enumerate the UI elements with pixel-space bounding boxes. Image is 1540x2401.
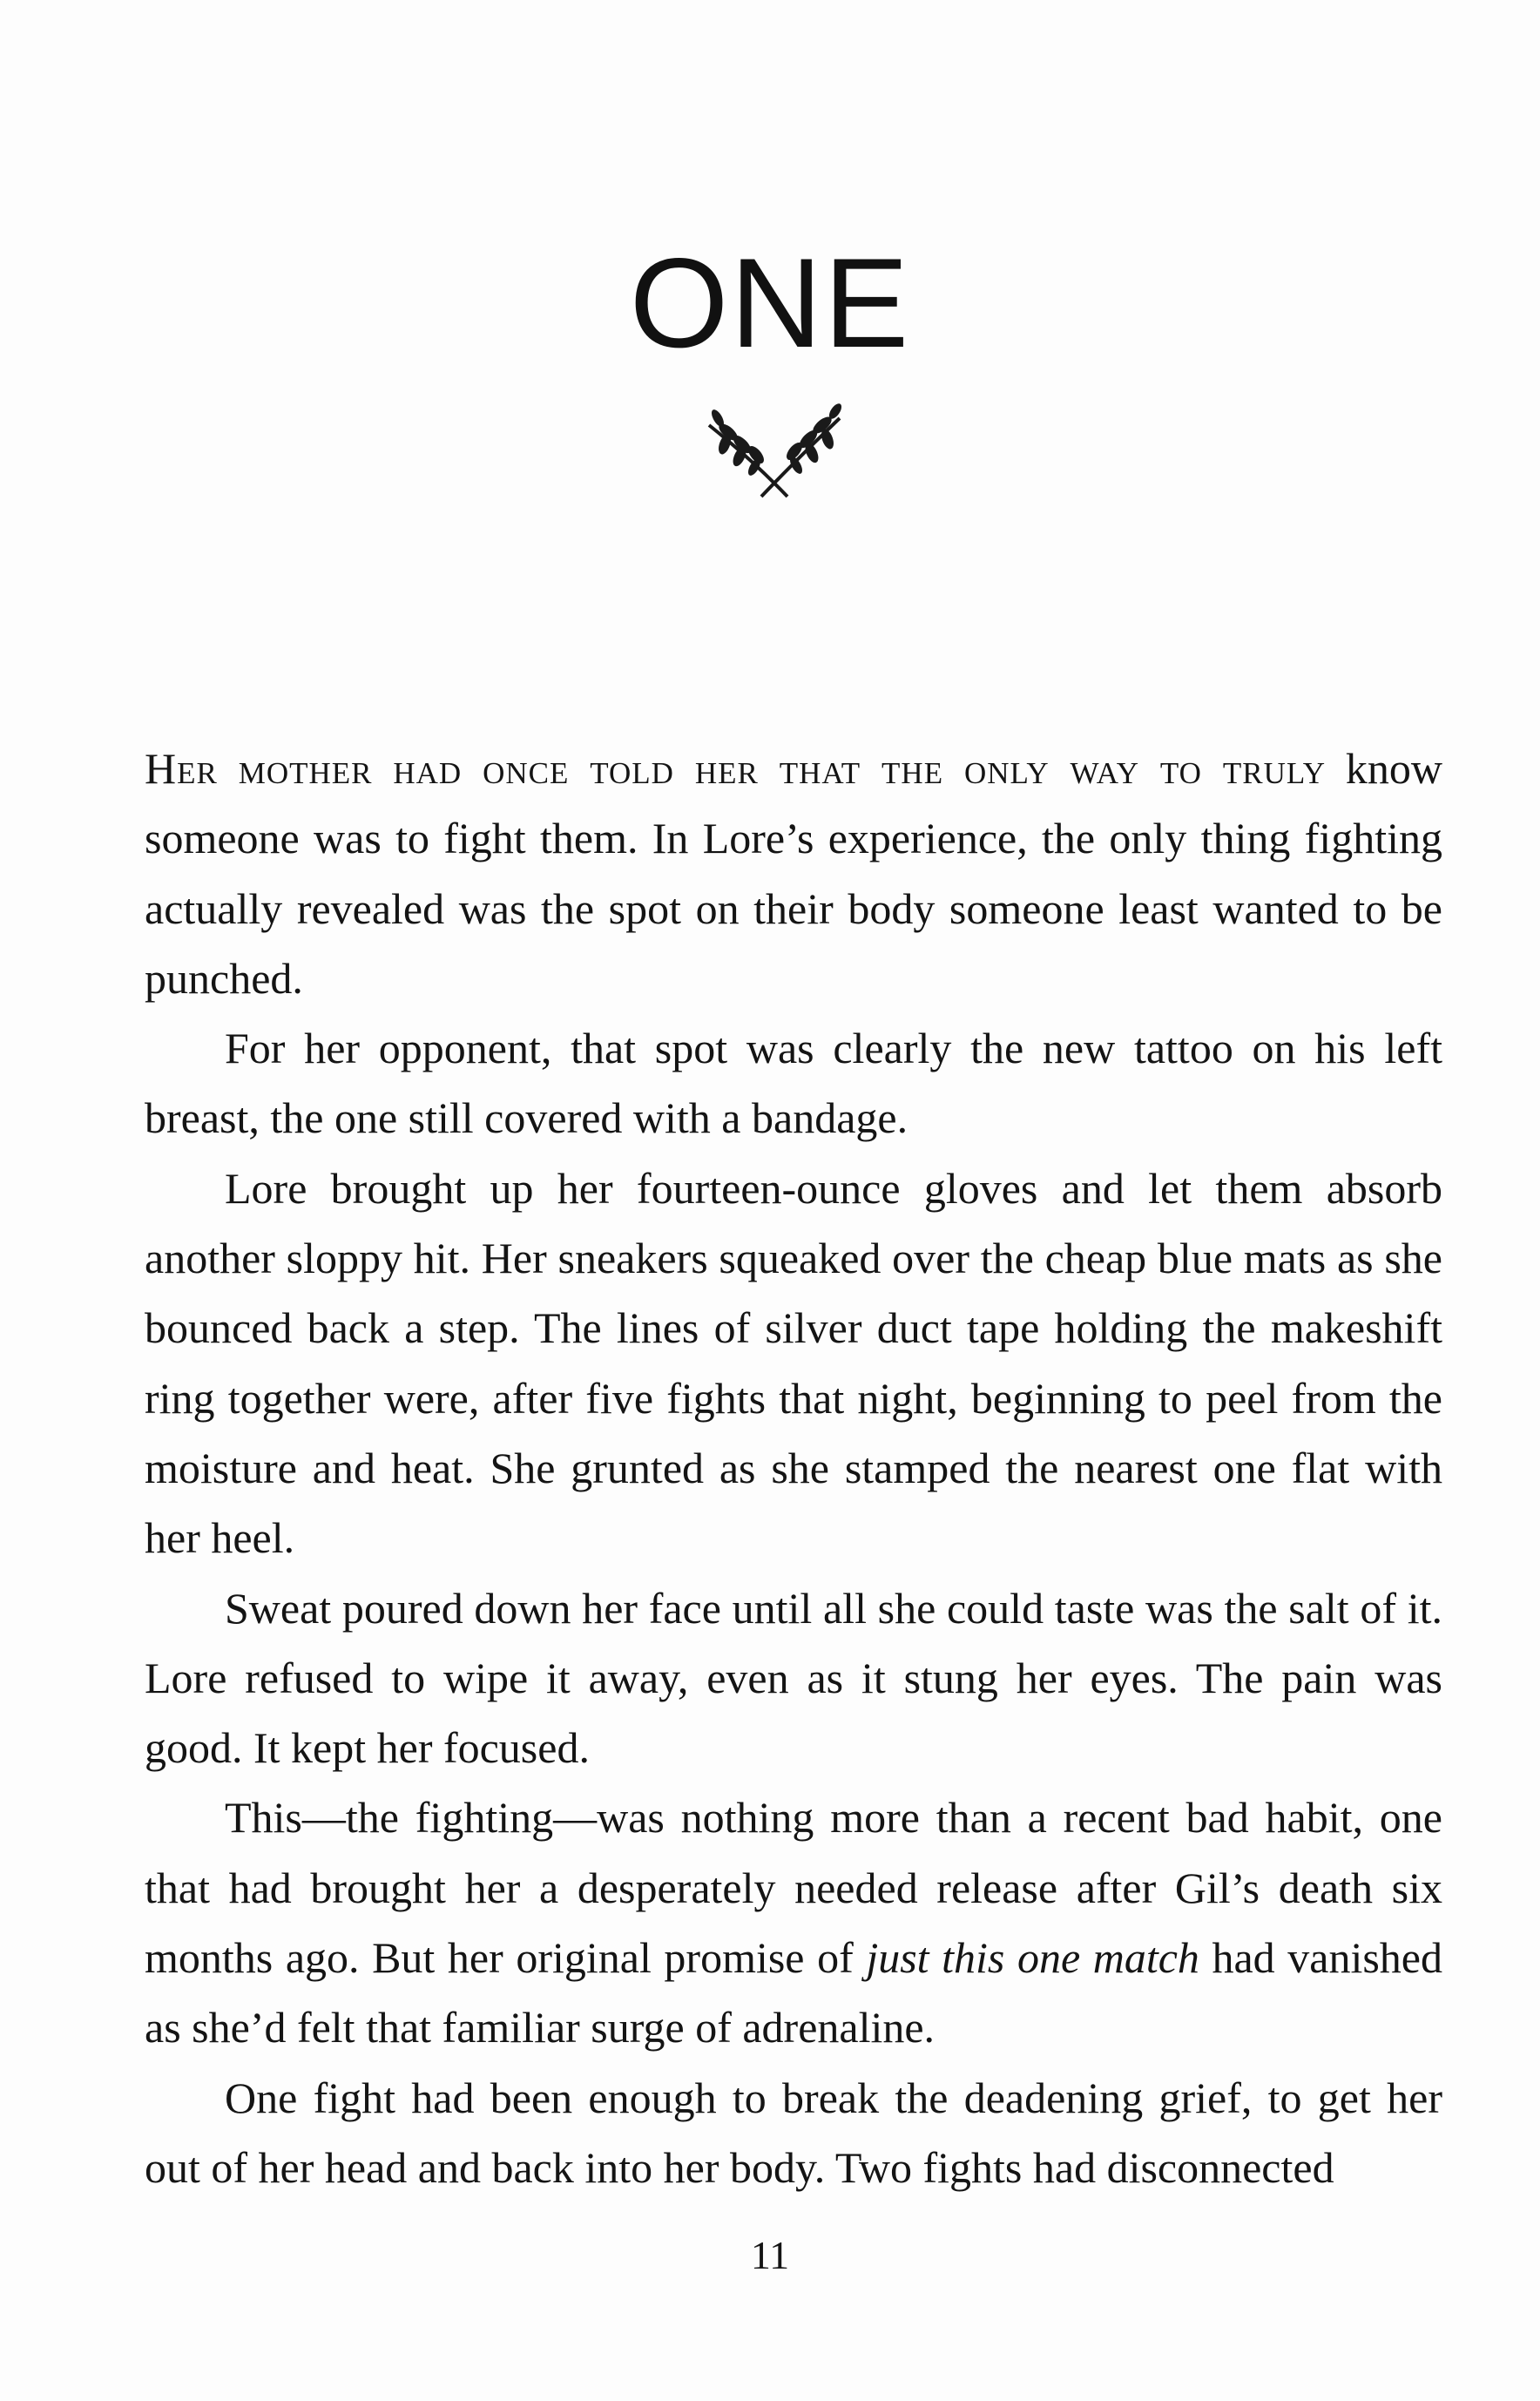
- chapter-body-text: [145, 734, 1442, 2202]
- paragraph-4: Sweat poured down her face until all she could taste was the salt of it. Lore refused to wipe it away, even as it stung her eyes. The pain was good. It kept her focused.: [145, 1583, 1442, 1773]
- paragraph-3: Lore brought up her fourteen-ounce gloves and let them absorb another sloppy hit. Her sneakers squeaked over the cheap blue mats as she bounced back a step. The lines of silver duct tape holding the makeshift ring together were, after five fights that night, beginning to peel from the moisture and heat. She grunted as she stamped the nearest one flat with her heel.: [145, 1163, 1442, 1563]
- lead-in-smallcaps: Her mother had once told her that the only way to truly: [145, 744, 1326, 793]
- chapter-title: ONE: [629, 232, 911, 374]
- paragraph-1: [145, 734, 1442, 1013]
- paragraph-6: One fight had been enough to break the deadening grief, to get her out of her head and back into her body. Two fights had disconnected: [145, 2073, 1442, 2192]
- paragraph-5-text-after: had vanished as she’d felt that familiar surge of adrenaline.: [145, 1933, 1442, 2053]
- paragraph-5: [145, 1782, 1442, 2062]
- paragraph-1-text: know someone was to fight them. In Lore’s experience, the only thing fighting actually revealed was the spot on their body someone least wanted to be punched.: [145, 744, 1442, 1003]
- paragraph-5-text: This—the fighting—was nothing more than a recent bad habit, one that had brought her a desperately needed release after Gil’s death six months ago. But her original promise of: [145, 1793, 1442, 1983]
- italic-phrase: just this one match: [866, 1933, 1199, 1983]
- laurel-branch-ornament-icon: [692, 399, 857, 504]
- paragraph-2: For her opponent, that spot was clearly the new tattoo on his left breast, the one still covered with a bandage.: [145, 1024, 1442, 1143]
- page-number: 11: [750, 2233, 790, 2277]
